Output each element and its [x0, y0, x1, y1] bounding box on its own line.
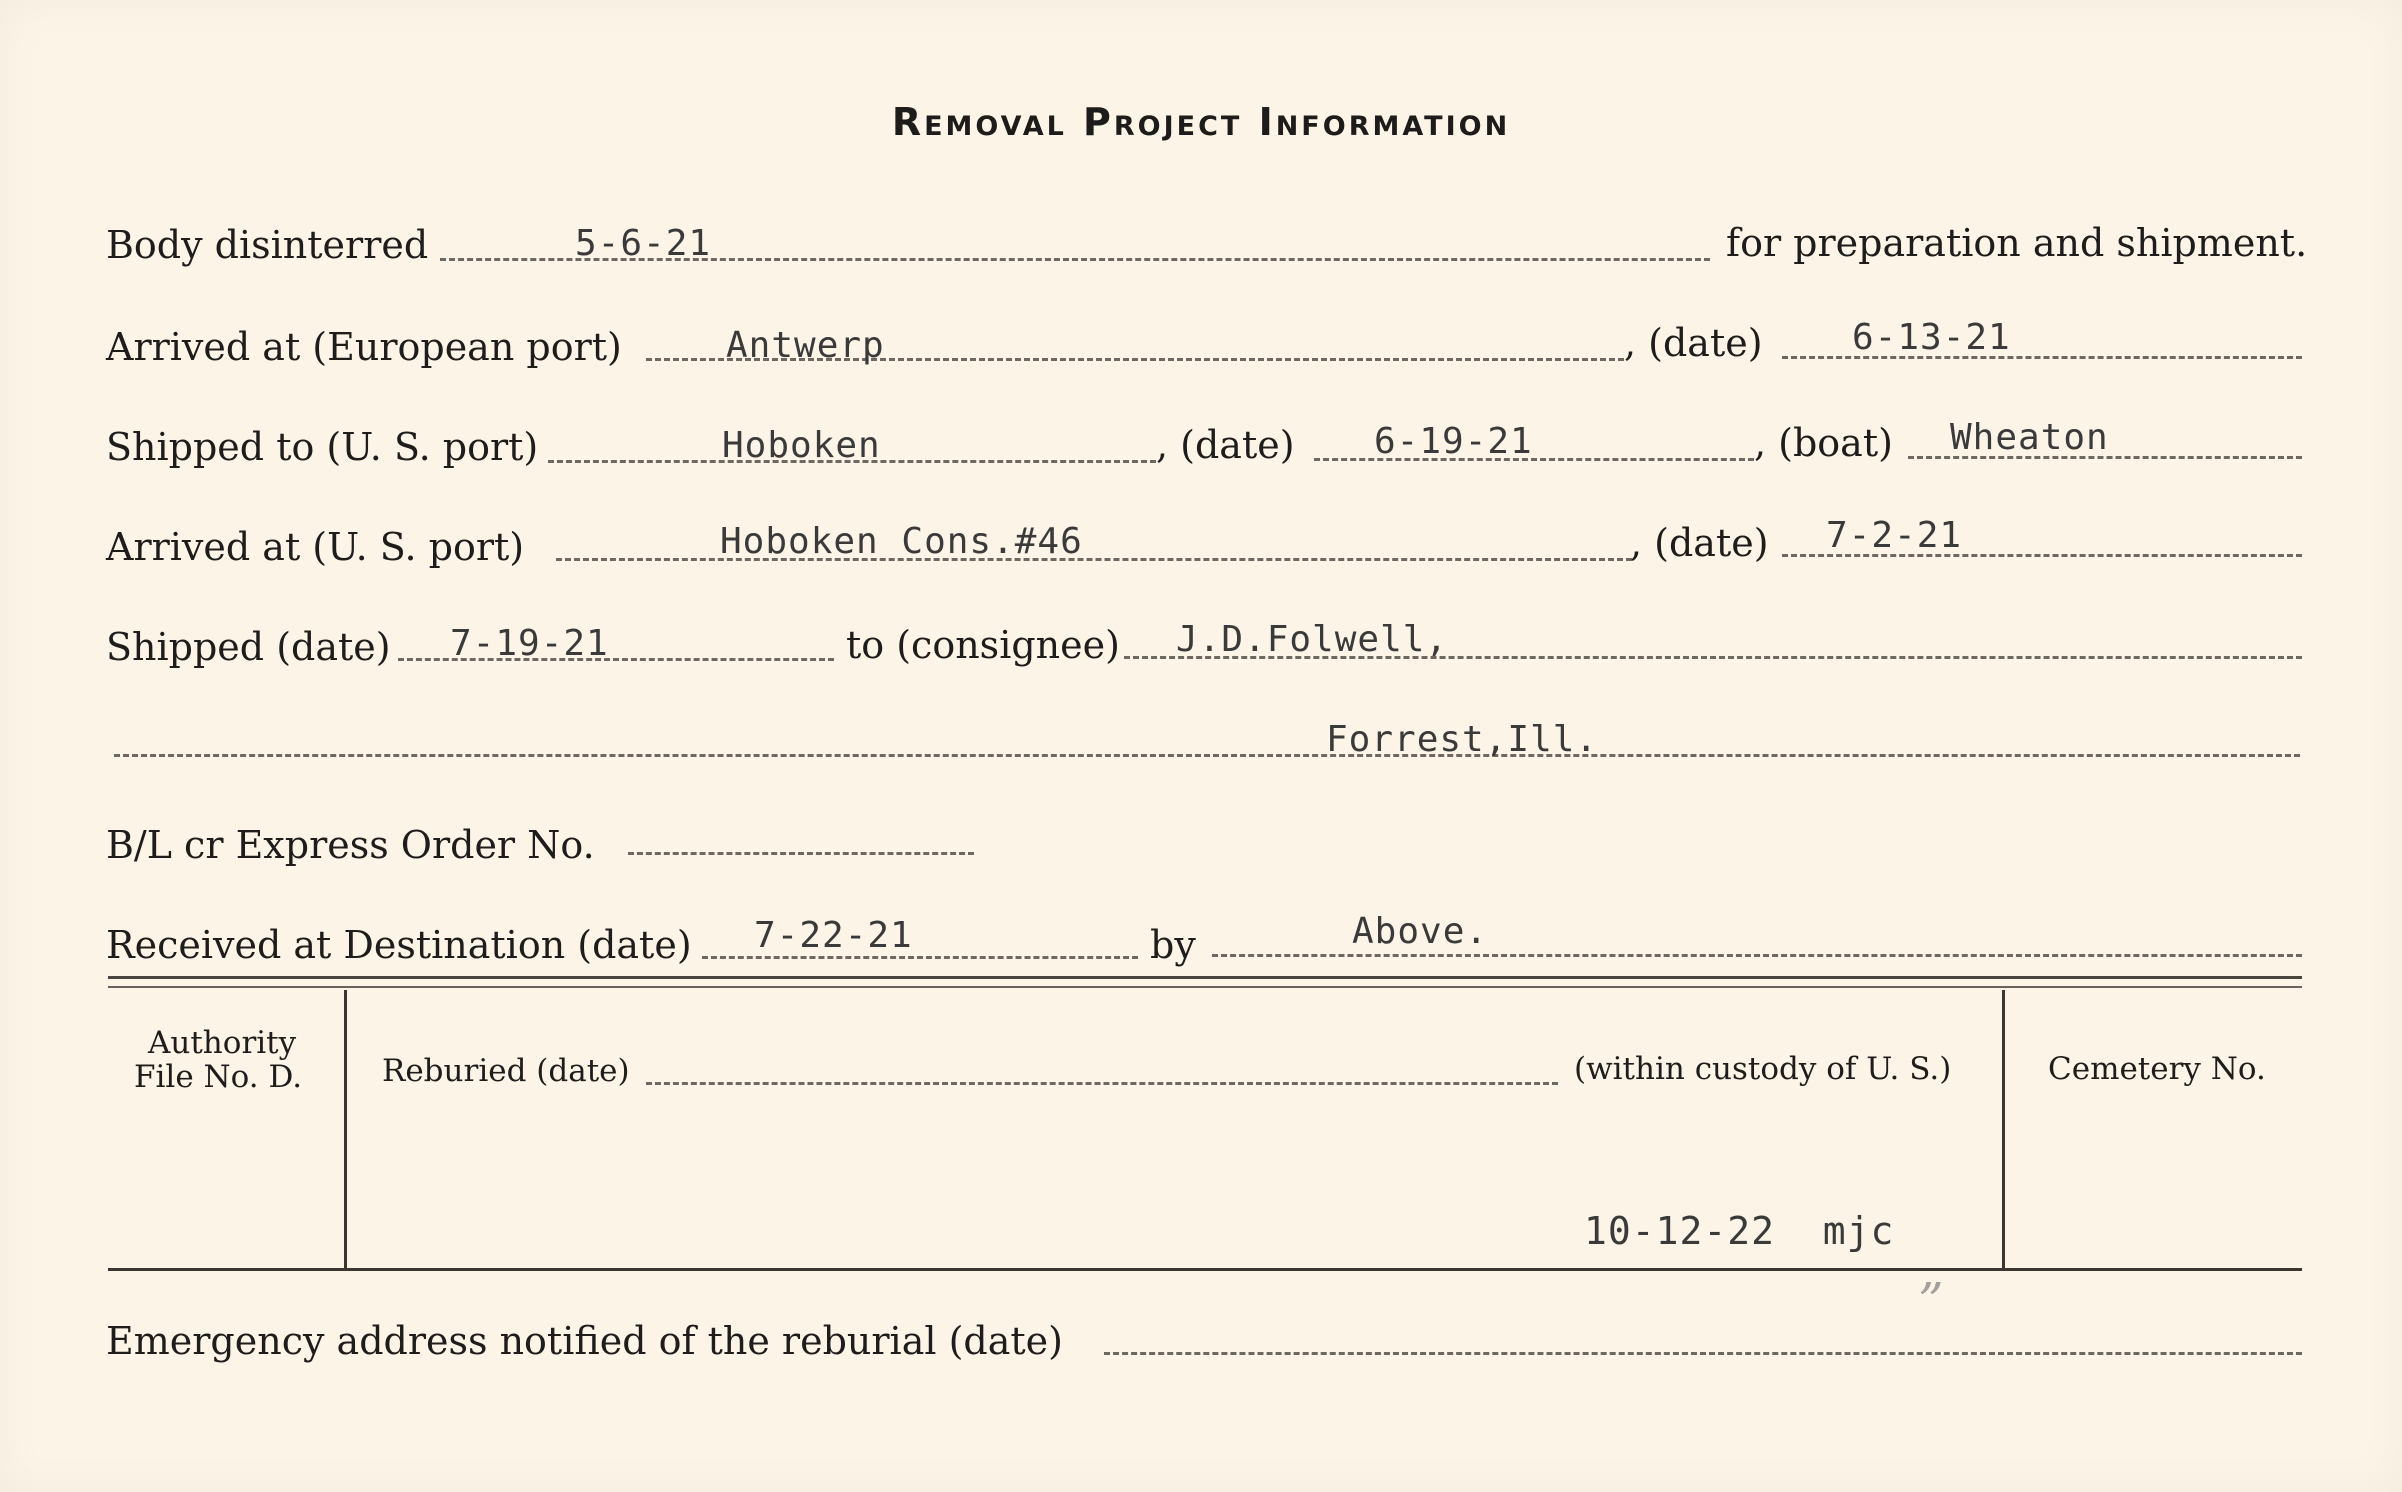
address-line [114, 754, 2300, 757]
box-top-rule-2 [108, 986, 2302, 988]
shipped-to-label: Shipped to (U. S. port) [106, 425, 539, 469]
emergency-line [1104, 1352, 2302, 1355]
consignee-label: to (consignee) [846, 623, 1120, 667]
euro-date-value: 6-13-21 [1852, 317, 2011, 358]
box-top-rule-1 [108, 976, 2302, 979]
reburied-label: Reburied (date) [382, 1053, 630, 1089]
authority-label-1: Authority [148, 1025, 297, 1061]
authority-label-2: File No. D. [134, 1059, 303, 1095]
custody-label: (within custody of U. S.) [1574, 1051, 1952, 1087]
reburied-line [646, 1082, 1558, 1085]
euro-date-label: , (date) [1624, 321, 1763, 365]
boat-label: , (boat) [1754, 421, 1893, 465]
box-divider-right [2002, 990, 2005, 1268]
shipped-to-value: Hoboken [722, 425, 881, 466]
boat-value: Wheaton [1950, 417, 2109, 458]
shipped-label: Shipped (date) [106, 625, 391, 669]
shipped-date-label: , (date) [1156, 423, 1295, 467]
emergency-label: Emergency address notified of the reburial (date) [106, 1319, 1063, 1363]
by-label: by [1150, 923, 1196, 967]
disinterred-suffix: for preparation and shipment. [1726, 221, 2308, 265]
consignee-address: Forrest,Ill. [1326, 719, 1599, 760]
shipped-value: 7-19-21 [450, 623, 609, 664]
euro-port-value: Antwerp [726, 325, 885, 366]
box-divider-left [344, 990, 347, 1268]
box-bottom-rule [108, 1268, 2302, 1271]
received-label: Received at Destination (date) [106, 923, 692, 967]
euro-port-label: Arrived at (European port) [106, 325, 622, 369]
consignee-value: J.D.Folwell, [1176, 619, 1449, 660]
card-title: Removal Project Information [891, 100, 1511, 144]
us-date-label: , (date) [1630, 521, 1769, 565]
bl-label: B/L cr Express Order No. [106, 823, 595, 867]
pencil-mark: ” [1918, 1272, 1944, 1330]
cemetery-label: Cemetery No. [2048, 1051, 2266, 1087]
bl-line [628, 852, 974, 855]
by-value: Above. [1352, 911, 1489, 952]
disinterred-label: Body disinterred [106, 223, 429, 267]
by-line [1212, 954, 2302, 957]
us-port-value: Hoboken Cons.#46 [720, 521, 1083, 562]
disinterred-value: 5-6-21 [575, 223, 712, 264]
us-date-value: 7-2-21 [1826, 515, 1963, 556]
received-line [702, 956, 1138, 959]
shipped-date-value: 6-19-21 [1374, 421, 1533, 462]
received-value: 7-22-21 [754, 915, 913, 956]
us-port-label: Arrived at (U. S. port) [106, 525, 525, 569]
us-port-line [556, 558, 1632, 561]
reburial-stamp: 10-12-22 mjc [1584, 1209, 1895, 1253]
